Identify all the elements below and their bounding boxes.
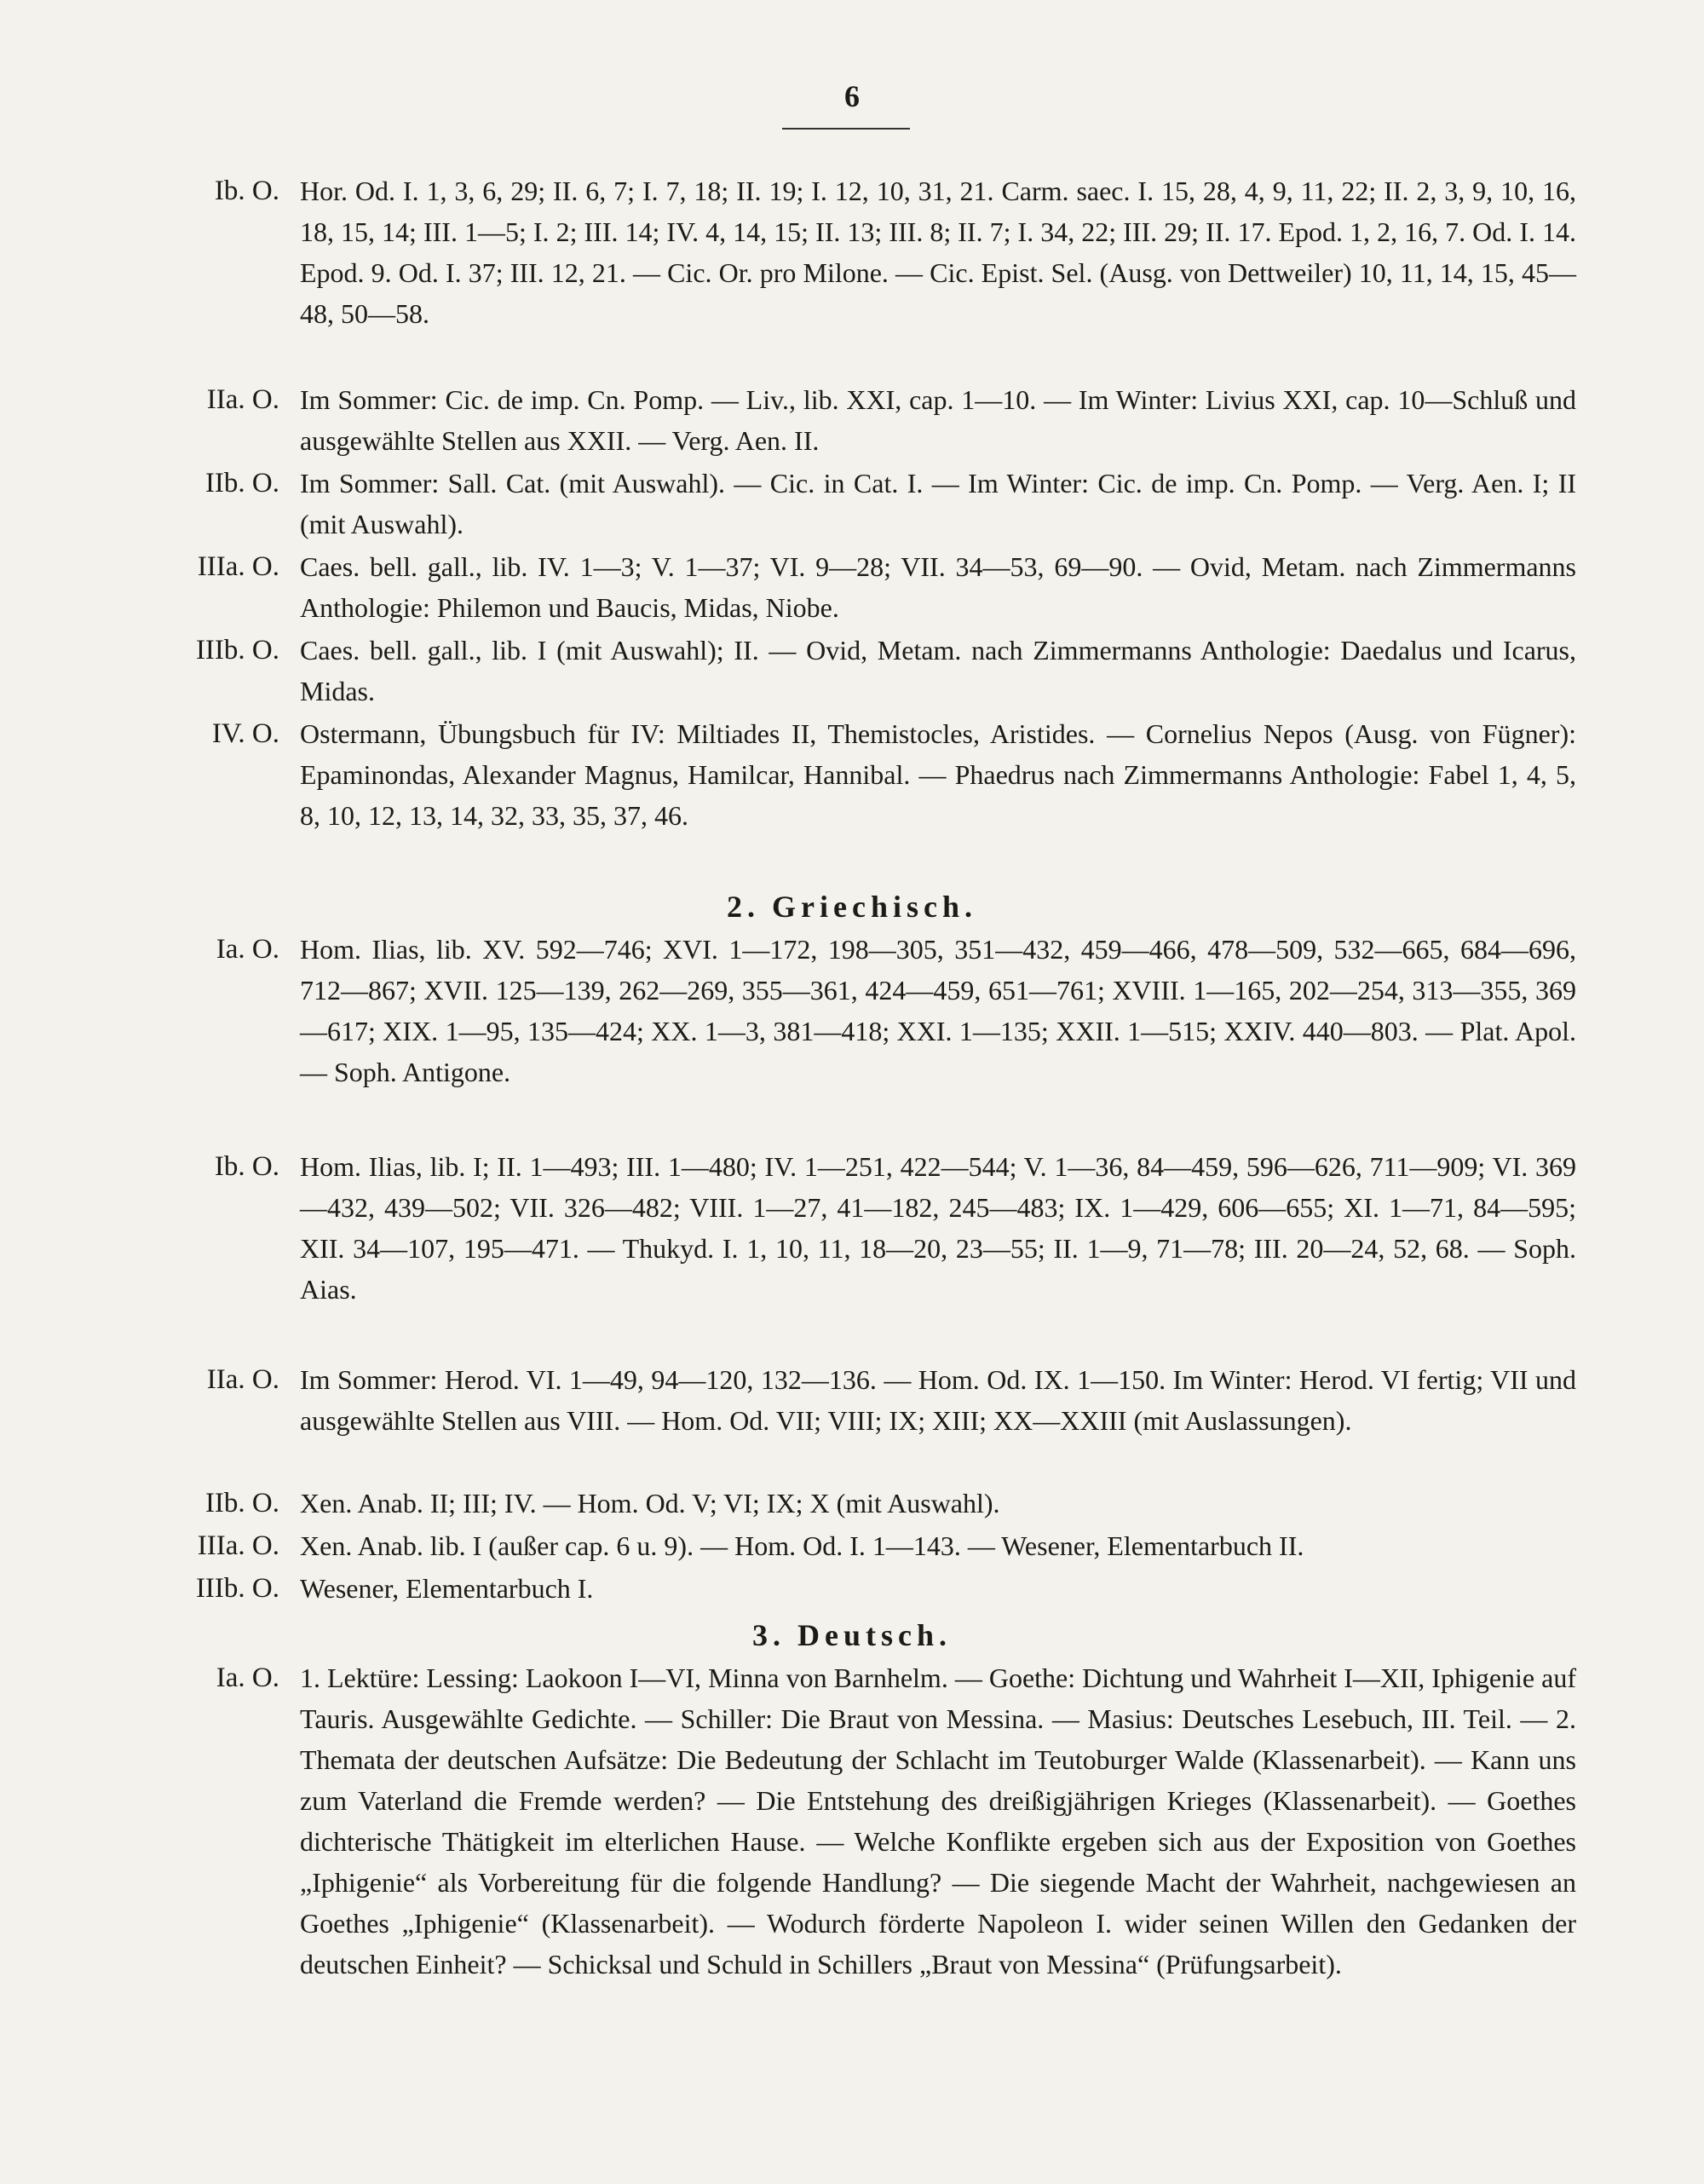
entry-text: 1. Lektüre: Lessing: Laokoon I—VI, Minna von Barnhelm. — Goethe: Dichtung und Wahrheit I—XII, Iphigenie auf Tauris. Ausgewählte Gedichte. — Schiller: Die Braut von Messina. — Masius: Deutsches Lesebuch, III. Teil. — 2. Themata der deutschen Aufsätze: Die Bedeutung der Schlacht im Teutoburger Walde (Klassenarbeit). — Kann uns zum Vaterland die Fremde werden? — Die Entstehung des dreißigjährigen Krieges (Klassenarbeit). — Goethes dichterische Thätigkeit im elterlichen Hause. — Welche Konflikte ergeben sich aus der Exposition von Goethes „Iphigenie“ als Vorbereitung für die folgende Handlung? — Die siegende Macht der Wahrheit, nachgewiesen an Goethes „Iphigenie“ (Klassenarbeit). — Wodurch förderte Napoleon I. wider seinen Willen den Gedanken der deutschen Einheit? — Schicksal und Schuld in Schillers „Braut von Messina“ (Prüfungsarbeit). bbox=[300, 1662, 1576, 1979]
entry-text: Caes. bell. gall., lib. IV. 1—3; V. 1—37; VI. 9—28; VII. 34—53, 69—90. — Ovid, Metam. nach Zimmermanns Anthologie: Philemon und Baucis, Midas, Niobe. bbox=[300, 551, 1576, 623]
entry-text: Im Sommer: Sall. Cat. (mit Auswahl). — Cic. in Cat. I. — Im Winter: Cic. de imp. Cn. Pomp. — Verg. Aen. I; II (mit Auswahl). bbox=[300, 468, 1576, 539]
greek-entry-ia bbox=[136, 929, 1576, 1092]
entry-text: Hor. Od. I. 1, 3, 6, 29; II. 6, 7; I. 7, 18; II. 19; I. 12, 10, 31, 21. Carm. saec. I. 15, 28, 4, 9, 11, 22; II. 2, 3, 9, 10, 16, 18, 15, 14; III. 1—5; I. 2; III. 14; IV. 4, 14, 15; II. 13; III. 8; II. 7; I. 34, 22; III. 29; II. 17. Epod. 1, 2, 16, 7. Od. I. 14. Epod. 9. Od. I. 37; III. 12, 21. — Cic. Or. pro Milone. — Cic. Epist. Sel. (Ausg. von Dettweiler) 10, 11, 14, 15, 45—48, 50—58. bbox=[300, 176, 1576, 329]
latin-entry-iia bbox=[136, 379, 1576, 461]
class-label: Ia. O. bbox=[216, 1662, 279, 1693]
class-label: Ib. O. bbox=[214, 1151, 279, 1182]
class-label: IIb. O. bbox=[204, 1488, 279, 1518]
entry-text: Wesener, Elementarbuch I. bbox=[300, 1573, 594, 1604]
class-label: IIb. O. bbox=[204, 468, 279, 498]
class-label: Ib. O. bbox=[214, 176, 279, 206]
entry-text: Im Sommer: Cic. de imp. Cn. Pomp. — Liv., lib. XXI, cap. 1—10. — Im Winter: Livius XXI, cap. 10—Schluß und ausgewählte Stellen aus XXII. — Verg. Aen. II. bbox=[300, 384, 1576, 456]
class-label: IIIa. O. bbox=[197, 551, 279, 582]
section-heading-german bbox=[0, 1615, 1704, 1656]
entry-text: Ostermann, Übungsbuch für IV: Miltiades II, Themistocles, Aristides. — Cornelius Nepos (Ausg. von Fügner): Epaminondas, Alexander Magnus, Hamilcar, Hannibal. — Phaedrus nach Zimmermanns Anthologie: Fabel 1, 4, 5, 8, 10, 12, 13, 14, 32, 33, 35, 37, 46. bbox=[300, 718, 1576, 831]
entry-text: Caes. bell. gall., lib. I (mit Auswahl); II. — Ovid, Metam. nach Zimmermanns Anthologie: Daedalus und Icarus, Midas. bbox=[300, 635, 1576, 706]
greek-entry-ib bbox=[136, 1146, 1576, 1310]
section-heading-greek bbox=[0, 886, 1704, 927]
greek-entry-iib bbox=[136, 1483, 1576, 1524]
section-number: 2. bbox=[727, 890, 760, 924]
section-title: Griechisch. bbox=[772, 890, 977, 924]
class-label: IIa. O. bbox=[206, 384, 279, 415]
greek-entry-iia bbox=[136, 1359, 1576, 1441]
class-label: IIIb. O. bbox=[195, 1573, 279, 1604]
entry-text: Xen. Anab. lib. I (außer cap. 6 u. 9). — Hom. Od. I. 1—143. — Wesener, Elementarbuch II. bbox=[300, 1530, 1304, 1561]
page-number: 6 bbox=[844, 79, 860, 113]
entry-text: Xen. Anab. II; III; IV. — Hom. Od. V; VI; IX; X (mit Auswahl). bbox=[300, 1488, 1000, 1518]
latin-entry-iib bbox=[136, 463, 1576, 545]
entry-text: Im Sommer: Herod. VI. 1—49, 94—120, 132—136. — Hom. Od. IX. 1—150. Im Winter: Herod. VI fertig; VII und ausgewählte Stellen aus VIII. — Hom. Od. VII; VIII; IX; XIII; XX—XXIII (mit Auslassungen). bbox=[300, 1364, 1576, 1436]
latin-entry-ib bbox=[136, 170, 1576, 334]
latin-entry-iiib bbox=[136, 630, 1576, 712]
section-number: 3. bbox=[752, 1618, 786, 1652]
latin-entry-iv bbox=[136, 713, 1576, 836]
class-label: IIIb. O. bbox=[195, 635, 279, 666]
german-entry-ia bbox=[136, 1657, 1576, 1985]
header-rule bbox=[782, 128, 910, 130]
entry-text: Hom. Ilias, lib. XV. 592—746; XVI. 1—172, 198—305, 351—432, 459—466, 478—509, 532—665, 684—696, 712—867; XVII. 125—139, 262—269, 355—361, 424—459, 651—761; XVIII. 1—165, 202—254, 313—355, 369—617; XIX. 1—95, 135—424; XX. 1—3, 381—418; XXI. 1—135; XXII. 1—515; XXIV. 440—803. — Plat. Apol. — Soph. Antigone. bbox=[300, 934, 1576, 1087]
greek-entry-iiia bbox=[136, 1525, 1576, 1566]
class-label: IIa. O. bbox=[206, 1364, 279, 1395]
class-label: IV. O. bbox=[211, 718, 279, 749]
class-label: IIIa. O. bbox=[197, 1530, 279, 1561]
class-label: Ia. O. bbox=[216, 934, 279, 965]
greek-entry-iiib bbox=[136, 1568, 1576, 1609]
entry-text: Hom. Ilias, lib. I; II. 1—493; III. 1—480; IV. 1—251, 422—544; V. 1—36, 84—459, 596—626, 711—909; VI. 369—432, 439—502; VII. 326—482; VIII. 1—27, 41—182, 245—483; IX. 1—429, 606—655; XI. 1—71, 84—595; XII. 34—107, 195—471. — Thukyd. I. 1, 10, 11, 18—20, 23—55; II. 1—9, 71—78; III. 20—24, 52, 68. — Soph. Aias. bbox=[300, 1151, 1576, 1305]
section-title: Deutsch. bbox=[797, 1618, 952, 1652]
latin-entry-iiia bbox=[136, 546, 1576, 628]
